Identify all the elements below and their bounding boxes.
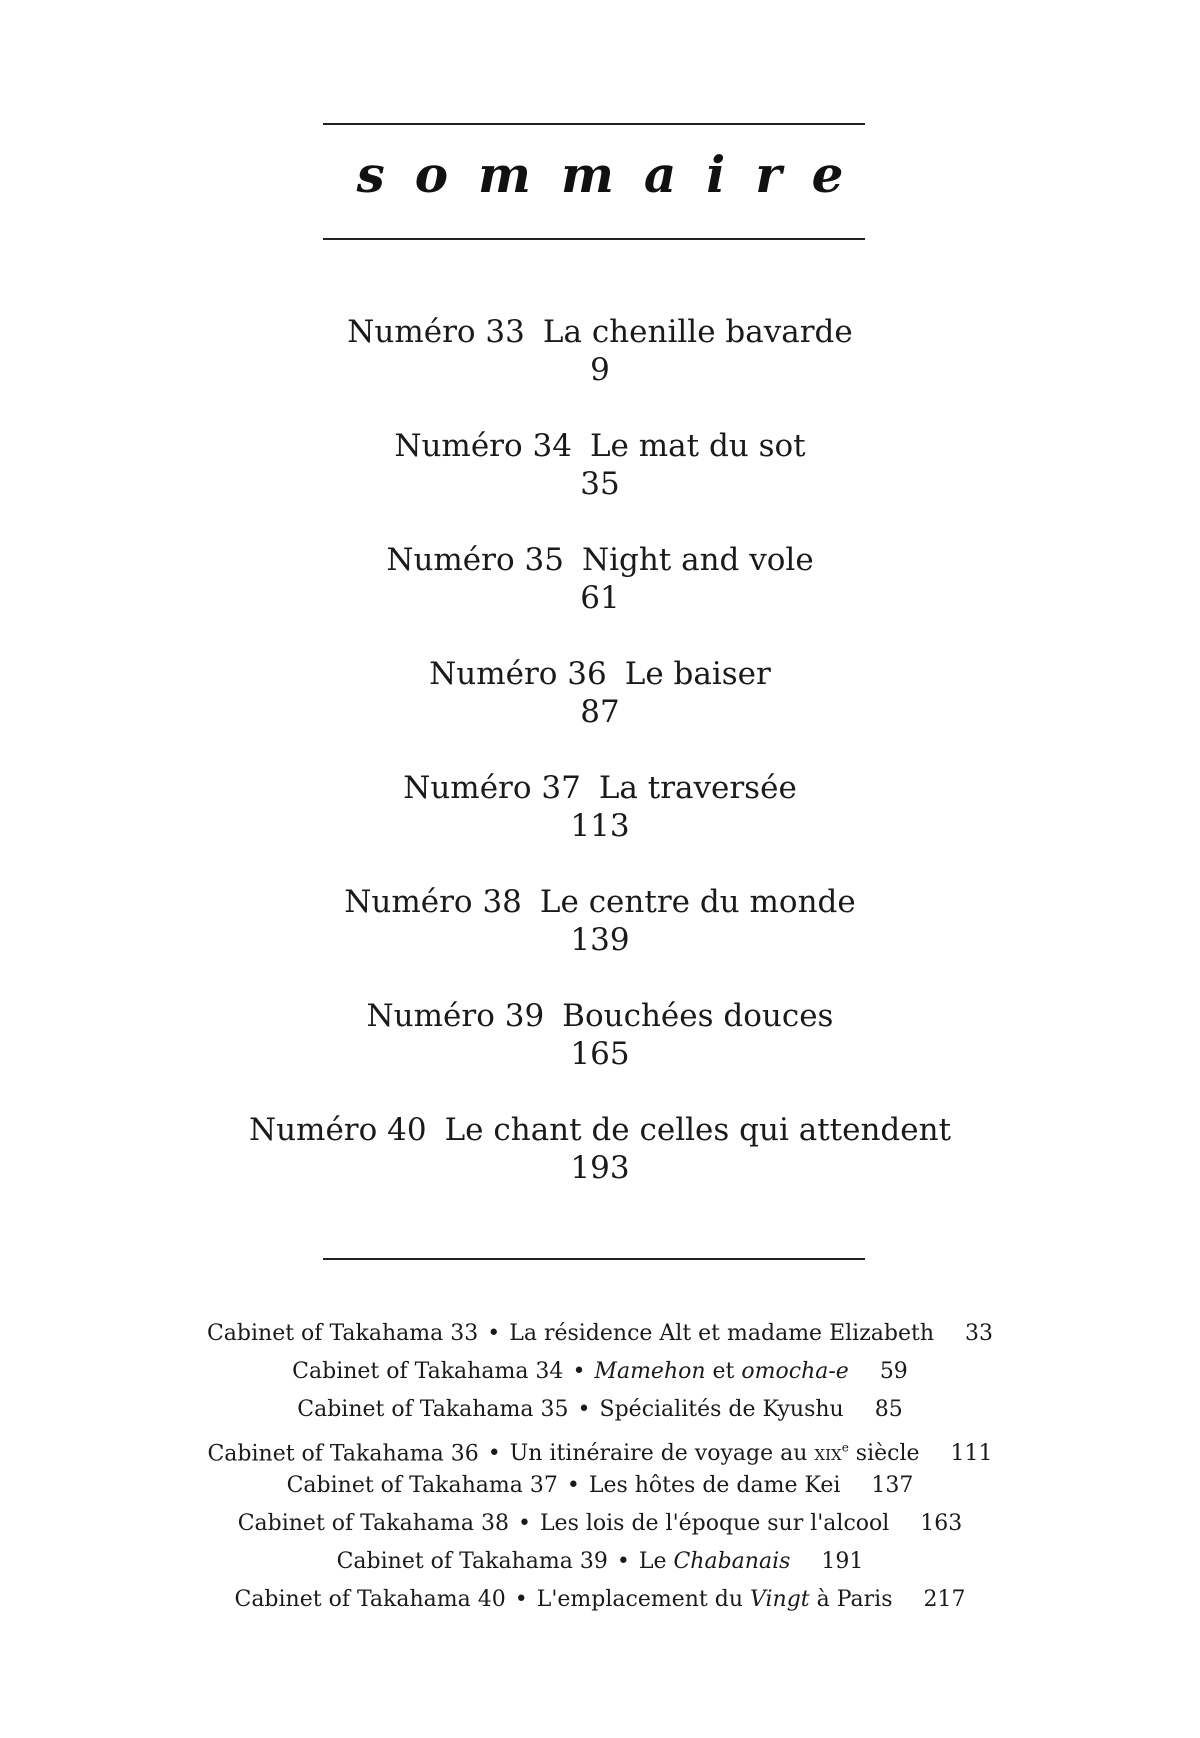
chapter-page: 193 [570, 1150, 630, 1186]
cabinet-list [0, 1315, 1200, 1619]
bullet-separator: • [514, 1587, 528, 1612]
chapter-number: Numéro 37 [403, 770, 581, 806]
chapter-entry-33 [0, 312, 1200, 426]
cabinet-page: 191 [821, 1549, 864, 1574]
bullet-separator: • [517, 1511, 531, 1536]
chapter-page: 139 [570, 922, 630, 958]
cabinet-entry-38 [0, 1505, 1200, 1543]
cabinet-page: 163 [920, 1511, 963, 1536]
cabinet-page: 217 [923, 1587, 966, 1612]
chapter-entry-36 [0, 654, 1200, 768]
cabinet-title-italic: Vingt [749, 1587, 810, 1612]
bullet-separator: • [577, 1397, 591, 1422]
chapter-number: Numéro 38 [344, 884, 522, 920]
chapter-page: 87 [580, 694, 620, 730]
cabinet-label: Cabinet of Takahama 38 [237, 1511, 509, 1536]
cabinet-title [639, 1549, 791, 1574]
cabinet-title: Les hôtes de dame Kei [588, 1473, 841, 1498]
cabinet-label: Cabinet of Takahama 37 [286, 1473, 558, 1498]
chapter-entry-35 [0, 540, 1200, 654]
bullet-separator: • [572, 1359, 586, 1384]
chapter-page: 113 [570, 808, 630, 844]
cabinet-label: Cabinet of Takahama 34 [292, 1359, 564, 1384]
cabinet-title-text: et [705, 1359, 742, 1384]
section-divider-rule [323, 1258, 865, 1260]
chapter-entry-38 [0, 882, 1200, 996]
cabinet-title-text: L'emplacement du [536, 1587, 750, 1612]
cabinet-title-italic: Chabanais [673, 1549, 791, 1574]
century-superscript: e [841, 1441, 849, 1455]
chapter-number: Numéro 39 [366, 998, 545, 1034]
cabinet-entry-35 [0, 1391, 1200, 1429]
cabinet-title-text: siècle [848, 1441, 920, 1467]
cabinet-entry-39 [0, 1543, 1200, 1581]
chapter-title: Le chant de celles qui attendent [444, 1112, 952, 1148]
cabinet-entry-36 [0, 1429, 1200, 1467]
cabinet-title [594, 1359, 848, 1384]
chapter-page: 35 [580, 466, 620, 502]
cabinet-page: 59 [879, 1359, 908, 1384]
chapter-entry-39 [0, 996, 1200, 1110]
chapter-page: 165 [570, 1036, 630, 1072]
chapter-entry-34 [0, 426, 1200, 540]
cabinet-entry-37 [0, 1467, 1200, 1505]
chapter-entry-40 [0, 1110, 1200, 1224]
chapter-title: Le mat du sot [589, 428, 806, 464]
cabinet-title [510, 1441, 920, 1466]
chapter-title: Le centre du monde [539, 884, 856, 920]
cabinet-title-text: à Paris [809, 1587, 893, 1612]
chapter-list [0, 312, 1200, 1224]
top-rule [323, 123, 865, 125]
chapter-title: La chenille bavarde [542, 314, 853, 350]
cabinet-label: Cabinet of Takahama 33 [206, 1321, 479, 1346]
cabinet-title-text: Un itinéraire de voyage au [509, 1441, 815, 1467]
chapter-title: Le baiser [624, 656, 771, 692]
bullet-separator: • [487, 1441, 501, 1467]
chapter-number: Numéro 35 [386, 542, 564, 578]
cabinet-title-text: Le [638, 1549, 674, 1574]
cabinet-title-italic: Mamehon [594, 1359, 706, 1384]
chapter-page: 9 [590, 352, 610, 388]
chapter-title: Night and vole [581, 542, 814, 578]
century-numeral: xix [814, 1441, 842, 1467]
cabinet-label: Cabinet of Takahama 39 [336, 1549, 608, 1574]
chapter-title: La traversée [598, 770, 797, 806]
chapter-number: Numéro 36 [429, 656, 607, 692]
cabinet-page: 137 [871, 1473, 914, 1498]
cabinet-entry-34 [0, 1353, 1200, 1391]
cabinet-title: La résidence Alt et madame Elizabeth [509, 1321, 935, 1346]
chapter-entry-37 [0, 768, 1200, 882]
title-underline-rule [323, 238, 865, 240]
chapter-page: 61 [580, 580, 620, 616]
cabinet-label: Cabinet of Takahama 40 [234, 1587, 506, 1612]
chapter-number: Numéro 33 [347, 314, 525, 350]
chapter-number: Numéro 40 [248, 1112, 427, 1148]
page-title: sommaire [356, 145, 874, 204]
cabinet-entry-33 [0, 1315, 1200, 1353]
bullet-separator: • [566, 1473, 580, 1498]
cabinet-label: Cabinet of Takahama 36 [207, 1441, 479, 1467]
cabinet-page: 111 [950, 1441, 993, 1467]
bullet-separator: • [487, 1321, 501, 1346]
cabinet-page: 33 [965, 1321, 994, 1346]
chapter-title: Bouchées douces [562, 998, 834, 1034]
cabinet-entry-40 [0, 1581, 1200, 1619]
chapter-number: Numéro 34 [394, 428, 572, 464]
cabinet-page: 85 [874, 1397, 903, 1422]
cabinet-title: Spécialités de Kyushu [599, 1397, 844, 1422]
cabinet-title-italic: omocha-e [741, 1359, 849, 1384]
cabinet-label: Cabinet of Takahama 35 [297, 1397, 569, 1422]
cabinet-title [537, 1587, 893, 1612]
bullet-separator: • [616, 1549, 630, 1574]
cabinet-title: Les lois de l'époque sur l'alcool [539, 1511, 890, 1536]
